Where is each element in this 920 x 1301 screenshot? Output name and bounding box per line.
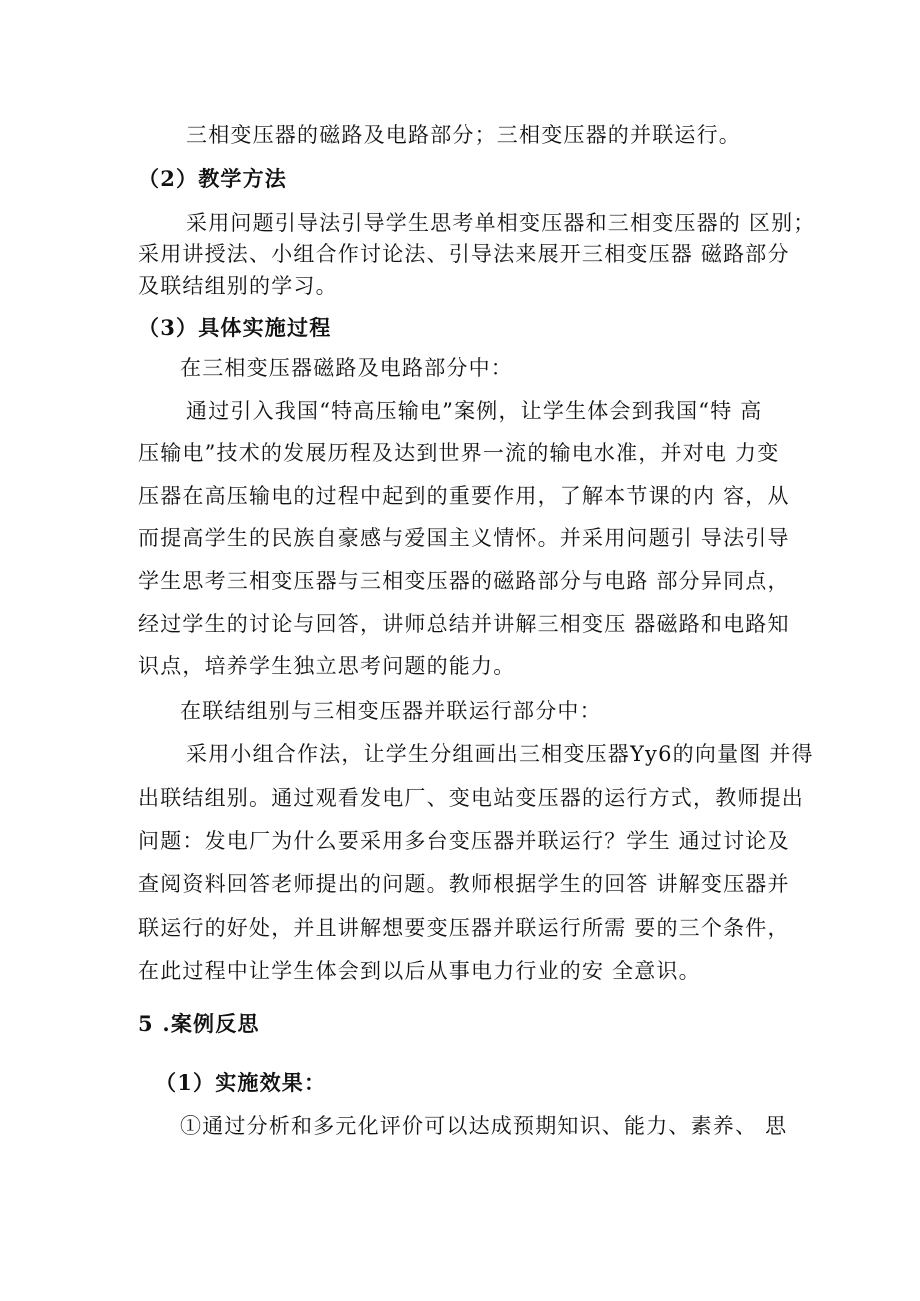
text-line-4: 采用讲授法、小组合作讨论法、引导法来展开三相变压器 磁路部分 bbox=[138, 242, 790, 266]
text-line-14: 识点，培养学生独立思考问题的能力。 bbox=[138, 654, 516, 678]
section-heading-implementation: （3）具体实施过程 bbox=[138, 315, 332, 340]
text-line-15: 在联结组别与三相变压器并联运行部分中： bbox=[180, 699, 602, 723]
section-heading-implementation-effect: （1）实施效果： bbox=[155, 1070, 327, 1095]
section-heading-teaching-methods: （2）教学方法 bbox=[138, 166, 288, 191]
text-line-16: 采用小组合作法，让学生分组画出三相变压器Yy6的向量图 并得 bbox=[186, 742, 814, 766]
text-line-18: 问题：发电厂为什么要采用多台变压器并联运行？学生 通过讨论及 bbox=[138, 829, 790, 853]
text-line-17: 出联结组别。通过观看发电厂、变电站变压器的运行方式，教师提出 bbox=[138, 786, 804, 810]
text-line-19: 查阅资料回答老师提出的问题。教师根据学生的回答 讲解变压器并 bbox=[138, 872, 790, 896]
text-line-9: 压输电”技术的发展历程及达到世界一流的输电水准，并对电 力变 bbox=[138, 441, 780, 465]
text-line-1: 三相变压器的磁路及电路部分；三相变压器的并联运行。 bbox=[186, 123, 741, 147]
section-heading-case-reflection: 5 .案例反思 bbox=[138, 1011, 260, 1036]
text-line-11: 而提高学生的民族自豪感与爱国主义情怀。并采用问题引 导法引导 bbox=[138, 526, 790, 550]
text-line-20: 联运行的好处，并且讲解想要变压器并联运行所需 要的三个条件， bbox=[138, 916, 790, 940]
text-line-13: 经过学生的讨论与回答，讲师总结并讲解三相变压 器磁路和电路知 bbox=[138, 612, 790, 636]
text-line-12: 学生思考三相变压器与三相变压器的磁路部分与电路 部分异同点， bbox=[138, 569, 790, 593]
text-line-7: 在三相变压器磁路及电路部分中： bbox=[180, 356, 513, 380]
text-line-8: 通过引入我国“特高压输电”案例，让学生体会到我国“特 高 bbox=[186, 399, 763, 423]
text-line-21: 在此过程中让学生体会到以后从事电力行业的安 全意识。 bbox=[138, 959, 701, 983]
text-line-5: 及联结组别的学习。 bbox=[138, 274, 338, 298]
text-line-10: 压器在高压输电的过程中起到的重要作用，了解本节课的内 容，从 bbox=[138, 484, 790, 508]
text-line-24: ①通过分析和多元化评价可以达成预期知识、能力、素养、 思 bbox=[180, 1114, 788, 1138]
text-line-3: 采用问题引导法引导学生思考单相变压器和三相变压器的 区别； bbox=[186, 211, 816, 235]
